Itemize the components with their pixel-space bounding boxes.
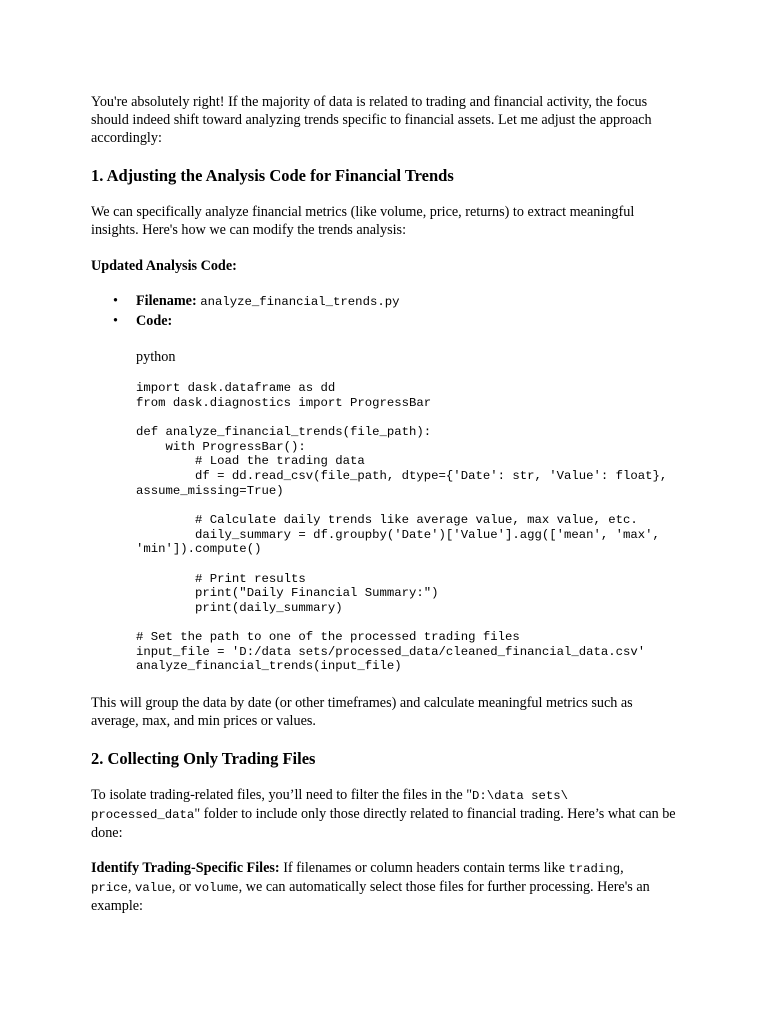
text-span: , (127, 879, 135, 895)
code-block: import dask.dataframe as dd from dask.diagnostics import ProgressBar def analyze_financial_trends(file_path): with ProgressBar(): # Load the trading data df = dd.read_csv(file_path, dtype={'Date': str, 'Value': float}, assume_missing=True) # Calculate daily trends like average value, max value, etc. daily_summary = df.groupby('Date')['Value'].agg(['mean', 'max', 'min']).compute() # Print results print("Daily Financial Summary:") print(daily_summary) # Set the path to one of the processed trading files input_file = 'D:/data sets/processed_data/cleaned_financial_data.csv' analyze_financial_trends(input_file) (136, 381, 668, 674)
intro-paragraph: You're absolutely right! If the majority of data is related to trading and financial activity, the focus should indeed shift toward analyzing trends specific to financial assets. Let me adjust the approach accordingly: (91, 94, 652, 146)
bullet-icon: • (113, 313, 118, 329)
text-span: " folder to include only those directly related to financial trading. Here’s what can be done: (91, 806, 676, 841)
section-1-heading: 1. Adjusting the Analysis Code for Financial Trends (91, 166, 454, 185)
inline-code-term: trading (568, 862, 621, 876)
after-code-paragraph: This will group the data by date (or other timeframes) and calculate meaningful metrics such as average, max, and min prices or values. (91, 695, 633, 729)
list-item-filename (91, 292, 399, 312)
bullet-list (91, 292, 399, 331)
inline-code-term: value (135, 881, 172, 895)
inline-code-path-1: D:\data sets\ (472, 789, 568, 803)
text-span: , or (171, 879, 195, 895)
text-span: To isolate trading-related files, you’ll need to filter the files in the " (91, 787, 473, 803)
inline-code-term: volume (194, 881, 239, 895)
section-1-paragraph: We can specifically analyze financial metrics (like volume, price, returns) to extract meaningful insights. Here's how we can modify the trends analysis: (91, 204, 635, 238)
filename-label: Filename: (136, 293, 197, 309)
identify-label: Identify Trading-Specific Files: (91, 860, 280, 876)
updated-analysis-code-subheading: Updated Analysis Code: (91, 258, 237, 274)
section-2-heading: 2. Collecting Only Trading Files (91, 749, 316, 768)
filename-value: analyze_financial_trends.py (200, 295, 400, 309)
inline-code-term: price (91, 881, 128, 895)
text-span: If filenames or column headers contain terms like (279, 860, 569, 876)
text-span: , (620, 860, 624, 876)
code-language-label: python (136, 349, 176, 365)
section-2-paragraph-2 (91, 859, 681, 915)
list-item-code (91, 312, 399, 331)
section-2-paragraph-1 (91, 786, 681, 842)
bullet-icon: • (113, 293, 118, 309)
code-label: Code: (136, 313, 173, 329)
text-span: , we can automatically select those files for further processing. Here's an example: (91, 879, 650, 914)
inline-code-path-2: processed_data (91, 808, 195, 822)
